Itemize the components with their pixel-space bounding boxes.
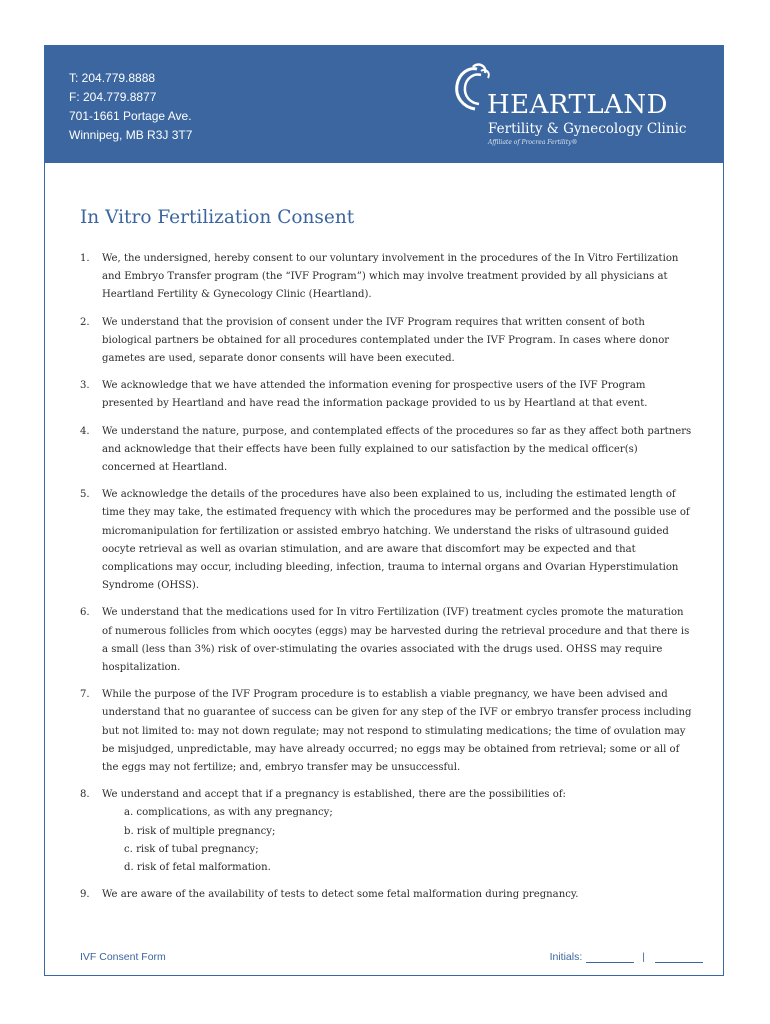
sub-item: c. risk of tubal pregnancy; (124, 843, 259, 855)
phone-number: T: 204.779.8888 (69, 71, 156, 85)
item-text: We understand and accept that if a pregnancy is established, there are the possibilities of: (102, 789, 566, 801)
consent-item (80, 604, 692, 677)
initials-field-2[interactable] (655, 951, 703, 963)
sub-item: a. complications, as with any pregnancy; (124, 807, 333, 819)
item-text: We understand the nature, purpose, and contemplated effects of the procedures so far as they affect both partners and acknowledge that their effects have been fully explained to our satisfaction by the medical officer(s) concerned at Heartland. (102, 425, 692, 474)
sub-item: d. risk of fetal malformation. (124, 862, 271, 874)
fax-number: F: 204.779.8877 (69, 90, 157, 104)
consent-item (80, 886, 692, 904)
item-text: We understand that the medications used for In vitro Fertilization (IVF) treatment cycles promote the maturation of numerous follicles from which oocytes (eggs) may be harvested during the retrieval procedure and that there is a small (less than 3%) risk of over-stimulating the ovaries associated with the drugs used. OHSS may require hospitalization. (102, 607, 690, 674)
item-text: We acknowledge that we have attended the information evening for prospective users of the IVF Program presented by Heartland and have read the information package provided to us by Heartland at that event. (102, 380, 648, 410)
consent-item (80, 423, 692, 478)
logo-name: HEARTLAND (487, 90, 669, 120)
consent-items (80, 250, 692, 914)
item-number: 1. (80, 253, 90, 264)
item-number: 3. (80, 380, 90, 392)
logo-subtitle-clinic: Clinic (646, 121, 687, 137)
consent-item (80, 250, 692, 305)
form-name: IVF Consent Form (80, 951, 166, 963)
item-number: 6. (80, 607, 90, 619)
item-text: We, the undersigned, hereby consent to our voluntary involvement in the procedures of the In Vitro Fertilization and Embryo Transfer program (the “IVF Program”) which may involve treatment provided by all physicians at Heartland Fertility & Gynecology Clinic (Heartland). (102, 253, 679, 301)
item-number: 5. (80, 489, 90, 501)
item-number: 4. (80, 425, 90, 437)
sub-item: b. risk of multiple pregnancy; (124, 825, 276, 837)
item-number: 9. (80, 889, 90, 901)
consent-item (80, 314, 692, 369)
contact-info (69, 69, 192, 145)
page-title: In Vitro Fertilization Consent (80, 207, 355, 228)
item-number: 8. (80, 789, 90, 801)
item-text: We acknowledge the details of the procedures have also been explained to us, including the estimated length of time they may take, the estimated frequency with which the procedures may be performed and the possible use of micromanipulation for fertilization or assisted embryo hatching. We understand the risks of ultrasound guided oocyte retrieval as well as ovarian stimulation, and are aware that discomfort may be expected and that complications may occur, including bleeding, infection, trauma to internal organs and Ovarian Hyperstimulation Syndrome (OHSS). (102, 489, 690, 592)
initials-label: Initials: (549, 951, 583, 963)
header-banner (45, 46, 723, 163)
logo-subtitle-main: Fertility & Gynecology (488, 121, 643, 137)
heartland-logo (447, 63, 717, 151)
initials-separator: | (642, 951, 645, 963)
initials-area (550, 951, 703, 963)
consent-item-possibilities (80, 786, 692, 877)
consent-item (80, 377, 692, 413)
item-text: We are aware of the availability of tests to detect some fetal malformation during pregnancy. (102, 889, 579, 901)
consent-page (44, 45, 724, 976)
item-text: While the purpose of the IVF Program procedure is to establish a viable pregnancy, we have been advised and understand that no guarantee of success can be given for any step of the IVF or embryo transfer process including but not limited to: may not down regulate; may not respond to stimulating medications; the time of ovulation may be misjudged, unpredictable, may have already occurred; no eggs may be obtained from retrieval; some or all of the eggs may not fertilize; and, embryo transfer may be unsuccessful. (102, 689, 692, 774)
logo-subtitle (488, 121, 686, 137)
item-number: 7. (80, 689, 90, 701)
item-number: 2. (80, 316, 90, 328)
initials-field-1[interactable] (586, 951, 634, 963)
consent-item (80, 486, 692, 595)
address-line-2: Winnipeg, MB R3J 3T7 (69, 128, 193, 142)
item-text: We understand that the provision of consent under the IVF Program requires that written consent of both biological partners be obtained for all procedures contemplated under the IVF Program. In cases where donor gametes are used, separate donor consents will have been executed. (102, 316, 670, 365)
address-line-1: 701-1661 Portage Ave. (69, 109, 192, 123)
consent-item (80, 686, 692, 777)
logo-affiliation: Affiliate of Procrea Fertility® (488, 139, 578, 146)
heart-swirl-icon (447, 63, 491, 123)
